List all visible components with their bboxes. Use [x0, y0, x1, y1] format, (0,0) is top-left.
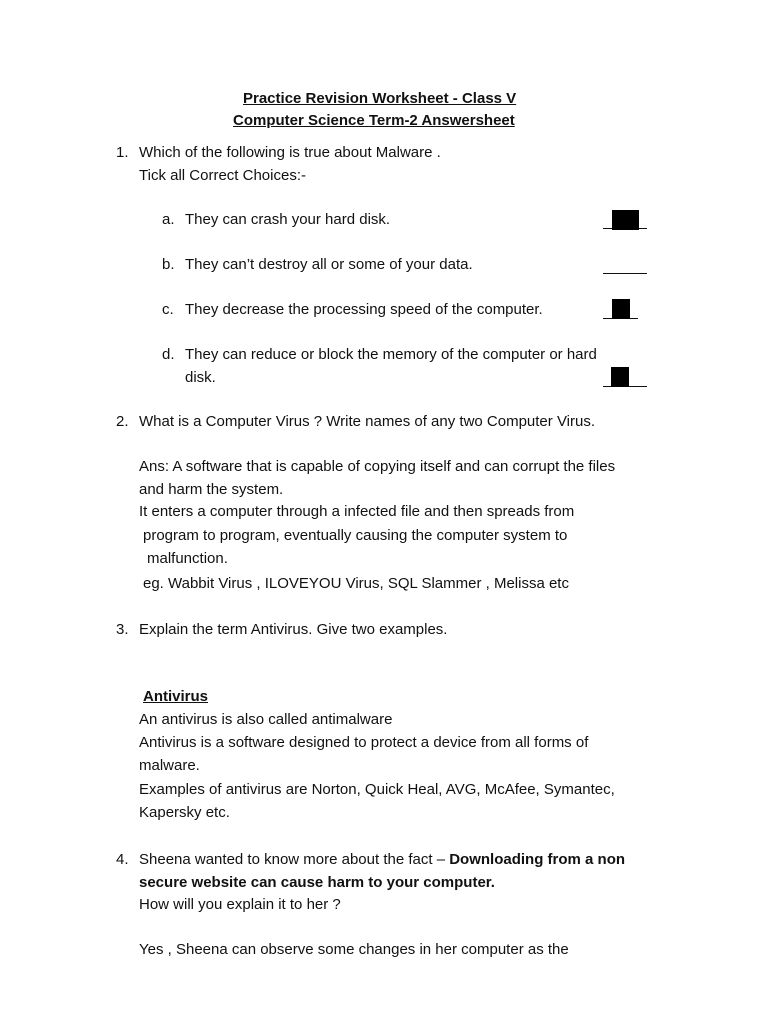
- q3-answer-line: An antivirus is also called antimalware: [139, 711, 393, 728]
- q2-answer-line: malfunction.: [147, 550, 228, 567]
- q3-answer-line: Kapersky etc.: [139, 804, 230, 821]
- q2-question: What is a Computer Virus ? Write names of any two Computer Virus.: [139, 413, 596, 430]
- q4-answer-line: Yes , Sheena can observe some changes in her computer as the: [139, 941, 569, 958]
- q3-number: 3.: [116, 621, 129, 638]
- q1-option-c-tick-mark: [612, 299, 630, 319]
- q4-question-line3: How will you explain it to her ?: [139, 896, 341, 913]
- q1-number: 1.: [116, 144, 129, 161]
- q2-answer-line: Ans: A software that is capable of copying itself and can corrupt the files: [139, 458, 616, 475]
- q1-option-a-text: They can crash your hard disk.: [185, 211, 391, 228]
- q2-answer-line: and harm the system.: [139, 481, 284, 498]
- q1-option-b-letter: b.: [162, 256, 175, 273]
- q1-option-d-text: They can reduce or block the memory of the computer or hard: [185, 346, 597, 363]
- q3-answer-heading: Antivirus: [143, 688, 209, 705]
- q3-answer-line: Examples of antivirus are Norton, Quick Heal, AVG, McAfee, Symantec,: [139, 781, 615, 798]
- q1-option-b-text: They can’t destroy all or some of your data.: [185, 256, 473, 273]
- q1-option-c-letter: c.: [162, 301, 174, 318]
- q1-instruction: Tick all Correct Choices:-: [139, 167, 306, 184]
- q1-option-d-text-cont: disk.: [185, 369, 216, 386]
- q1-option-a-tick-mark: [612, 210, 639, 230]
- q4-question-line1: [139, 850, 625, 870]
- worksheet-title: Practice Revision Worksheet - Class V: [243, 90, 517, 107]
- q1-option-a-letter: a.: [162, 211, 175, 228]
- q1-option-c-text: They decrease the processing speed of the computer.: [185, 301, 543, 318]
- worksheet-subtitle: Computer Science Term-2 Answersheet: [233, 112, 515, 129]
- q3-question: Explain the term Antivirus. Give two examples.: [139, 621, 448, 638]
- q1-question: Which of the following is true about Malware .: [139, 144, 441, 161]
- q4-question-prefix: Sheena wanted to know more about the fact –: [139, 851, 450, 868]
- q3-answer-line: malware.: [139, 757, 200, 774]
- q4-question-bold-line2: secure website can cause harm to your computer.: [139, 874, 495, 891]
- q1-option-b-blank: [603, 255, 647, 274]
- q1-option-d-letter: d.: [162, 346, 175, 363]
- q2-number: 2.: [116, 413, 129, 430]
- q4-number: 4.: [116, 851, 129, 868]
- q2-answer-line: It enters a computer through a infected file and then spreads from: [139, 503, 575, 520]
- q3-answer-line: Antivirus is a software designed to protect a device from all forms of: [139, 734, 589, 751]
- q2-answer-line: program to program, eventually causing the computer system to: [143, 527, 568, 544]
- q4-question-bold: Downloading from a non: [449, 851, 626, 868]
- q1-option-d-tick-mark: [611, 367, 629, 387]
- q2-answer-line: eg. Wabbit Virus , ILOVEYOU Virus, SQL Slammer , Melissa etc: [143, 575, 569, 592]
